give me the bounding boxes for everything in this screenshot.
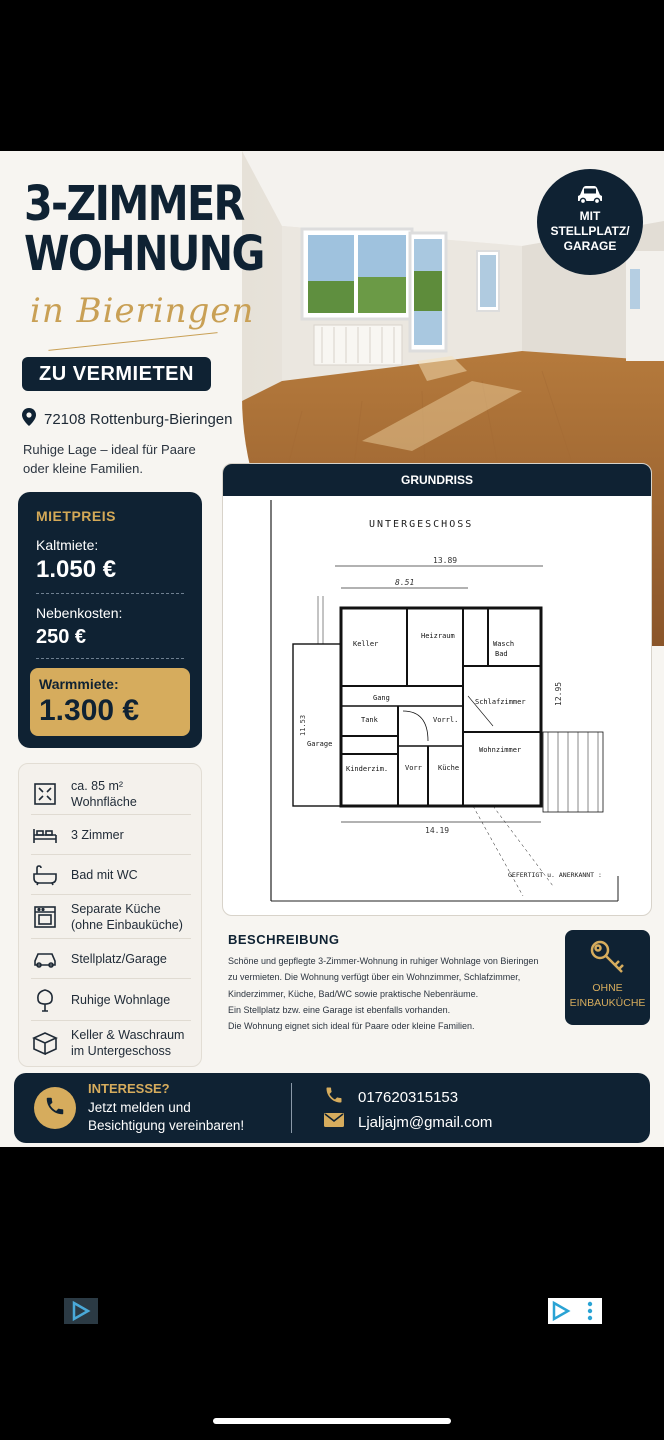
room-label: Tank bbox=[361, 716, 378, 724]
box-icon bbox=[19, 1031, 71, 1055]
room-label: Schlafzimmer bbox=[475, 698, 526, 706]
feature-divider bbox=[31, 894, 191, 895]
contact-phone-row[interactable] bbox=[324, 1085, 458, 1109]
feature-divider bbox=[31, 938, 191, 939]
price-divider bbox=[36, 658, 184, 659]
feature-line: (ohne Einbauküche) bbox=[71, 918, 183, 932]
feature-item bbox=[19, 816, 203, 854]
key-icon bbox=[565, 930, 650, 981]
feature-item bbox=[19, 896, 203, 938]
badge-line-3: GARAGE bbox=[563, 239, 617, 253]
dimension-label: 14.19 bbox=[425, 826, 450, 835]
feature-line: Separate Küche bbox=[71, 902, 161, 916]
price-divider bbox=[36, 593, 184, 594]
ad-info-icon[interactable] bbox=[548, 1297, 602, 1325]
price-card bbox=[18, 492, 202, 748]
feature-item bbox=[19, 1022, 203, 1064]
room-label: Vorr bbox=[405, 764, 422, 772]
script-underline bbox=[48, 332, 217, 351]
parking-badge bbox=[537, 169, 643, 275]
feature-divider bbox=[31, 814, 191, 815]
contact-divider bbox=[291, 1083, 292, 1133]
dimension-label: 8.51 bbox=[395, 578, 415, 587]
description-line: Kinderzimmer, Küche, Bad/WC sowie praktische Nebenräume. bbox=[228, 988, 479, 999]
warm-rent-box bbox=[30, 668, 190, 736]
description-text bbox=[228, 953, 558, 1034]
title-script: in Bieringen bbox=[30, 291, 255, 331]
feature-line: im Untergeschoss bbox=[71, 1044, 172, 1058]
contact-question: INTERESSE? bbox=[88, 1081, 170, 1096]
cold-rent-value: 1.050 € bbox=[36, 556, 117, 583]
description-line: Ein Stellplatz bzw. eine Garage ist ebenfalls vorhanden. bbox=[228, 1004, 451, 1015]
title-line-1: 3-ZIMMER bbox=[24, 176, 244, 232]
feature-line: Stellplatz/Garage bbox=[71, 952, 167, 966]
mail-icon bbox=[324, 1112, 344, 1132]
room-label: Vorrl. bbox=[433, 716, 459, 724]
dimension-label: 13.89 bbox=[433, 556, 458, 565]
kitchen-badge-line-2: EINBAUKÜCHE bbox=[569, 997, 646, 1009]
ad-choices-icon[interactable] bbox=[64, 1297, 98, 1325]
feature-item bbox=[19, 980, 203, 1020]
floor-plan-header: GRUNDRISS bbox=[223, 464, 651, 496]
room-label: Garage bbox=[307, 740, 333, 748]
location-pin-icon bbox=[22, 408, 36, 430]
badge-line-1: MIT bbox=[579, 209, 601, 223]
no-kitchen-badge bbox=[565, 930, 650, 1025]
feature-item bbox=[19, 856, 203, 894]
contact-phone[interactable]: 017620315153 bbox=[358, 1088, 459, 1106]
feature-item bbox=[19, 774, 203, 814]
room-label: Bad bbox=[495, 650, 508, 658]
phone-icon bbox=[324, 1085, 344, 1109]
contact-line: Besichtigung vereinbaren! bbox=[88, 1118, 245, 1133]
listing-flyer bbox=[0, 151, 664, 1147]
feature-line: Keller & Waschraum bbox=[71, 1028, 185, 1042]
bed-icon bbox=[19, 825, 71, 845]
contact-call-to-action bbox=[88, 1099, 268, 1135]
for-rent-label: ZU VERMIETEN bbox=[22, 357, 211, 391]
feature-item bbox=[19, 940, 203, 978]
phone-icon bbox=[44, 1095, 66, 1122]
feature-divider bbox=[31, 1020, 191, 1021]
title-line-2: WOHNUNG bbox=[24, 226, 264, 282]
signature-label: GEFERTIGT u. ANERKANNT : bbox=[508, 871, 602, 879]
feature-line: 3 Zimmer bbox=[71, 828, 124, 842]
contact-line: Jetzt melden und bbox=[88, 1100, 191, 1115]
feature-line: Ruhige Wohnlage bbox=[71, 993, 171, 1007]
location bbox=[22, 408, 232, 430]
kitchen-badge-line-1: OHNE bbox=[592, 982, 623, 994]
contact-bar bbox=[14, 1073, 650, 1143]
description-line: zu vermieten. Die Wohnung verfügt über ein Wohnzimmer, Schlafzimmer, bbox=[228, 972, 521, 983]
dimension-label: 12.95 bbox=[554, 681, 563, 706]
bathtub-icon bbox=[19, 864, 71, 886]
floor-plan-card bbox=[222, 463, 652, 916]
badge-line-2: STELLPLATZ/ bbox=[550, 224, 630, 238]
feature-line: ca. 85 m² bbox=[71, 779, 124, 793]
car-icon bbox=[19, 950, 71, 968]
description-line: Schöne und gepflegte 3-Zimmer-Wohnung in ruhiger Wohnlage von Bieringen bbox=[228, 956, 539, 966]
warm-rent-value: 1.300 € bbox=[39, 694, 140, 727]
location-text: 72108 Rottenburg-Bieringen bbox=[44, 410, 233, 428]
page-title bbox=[24, 176, 264, 282]
room-label: Küche bbox=[438, 764, 460, 772]
stove-icon bbox=[19, 905, 71, 929]
room-label: Wasch bbox=[493, 640, 515, 648]
room-label: Kinderzim. bbox=[346, 765, 389, 773]
phone-circle bbox=[34, 1087, 76, 1129]
extra-costs-label: Nebenkosten: bbox=[36, 605, 123, 621]
extra-costs-value: 250 € bbox=[36, 626, 87, 648]
feature-line: Bad mit WC bbox=[71, 868, 138, 882]
area-icon bbox=[19, 782, 71, 806]
feature-line: Wohnfläche bbox=[71, 795, 137, 809]
cold-rent-label: Kaltmiete: bbox=[36, 537, 99, 553]
feature-divider bbox=[31, 978, 191, 979]
warm-rent-label: Warmmiete: bbox=[39, 676, 119, 692]
room-label: Wohnzimmer bbox=[479, 746, 522, 754]
feature-list bbox=[18, 763, 202, 1067]
tagline: Ruhige Lage – ideal für Paare oder kleine Familien. bbox=[23, 442, 196, 476]
room-label: Heizraum bbox=[421, 632, 455, 640]
dimension-label: 11.53 bbox=[299, 714, 307, 736]
contact-email-row[interactable] bbox=[324, 1112, 492, 1132]
room-label: Gang bbox=[373, 694, 390, 702]
tree-icon bbox=[19, 988, 71, 1012]
room-label: Keller bbox=[353, 640, 379, 648]
description-line: Die Wohnung eignet sich ideal für Paare oder kleine Familien. bbox=[228, 1021, 475, 1032]
feature-divider bbox=[31, 854, 191, 855]
description-heading: BESCHREIBUNG bbox=[228, 932, 340, 947]
price-heading: MIETPREIS bbox=[36, 508, 116, 524]
home-indicator[interactable] bbox=[213, 1418, 451, 1424]
car-icon bbox=[575, 194, 605, 208]
floor-plan-title: UNTERGESCHOSS bbox=[369, 519, 474, 530]
floor-plan-drawing bbox=[223, 496, 651, 915]
contact-email[interactable]: Ljaljajm@gmail.com bbox=[358, 1113, 493, 1131]
